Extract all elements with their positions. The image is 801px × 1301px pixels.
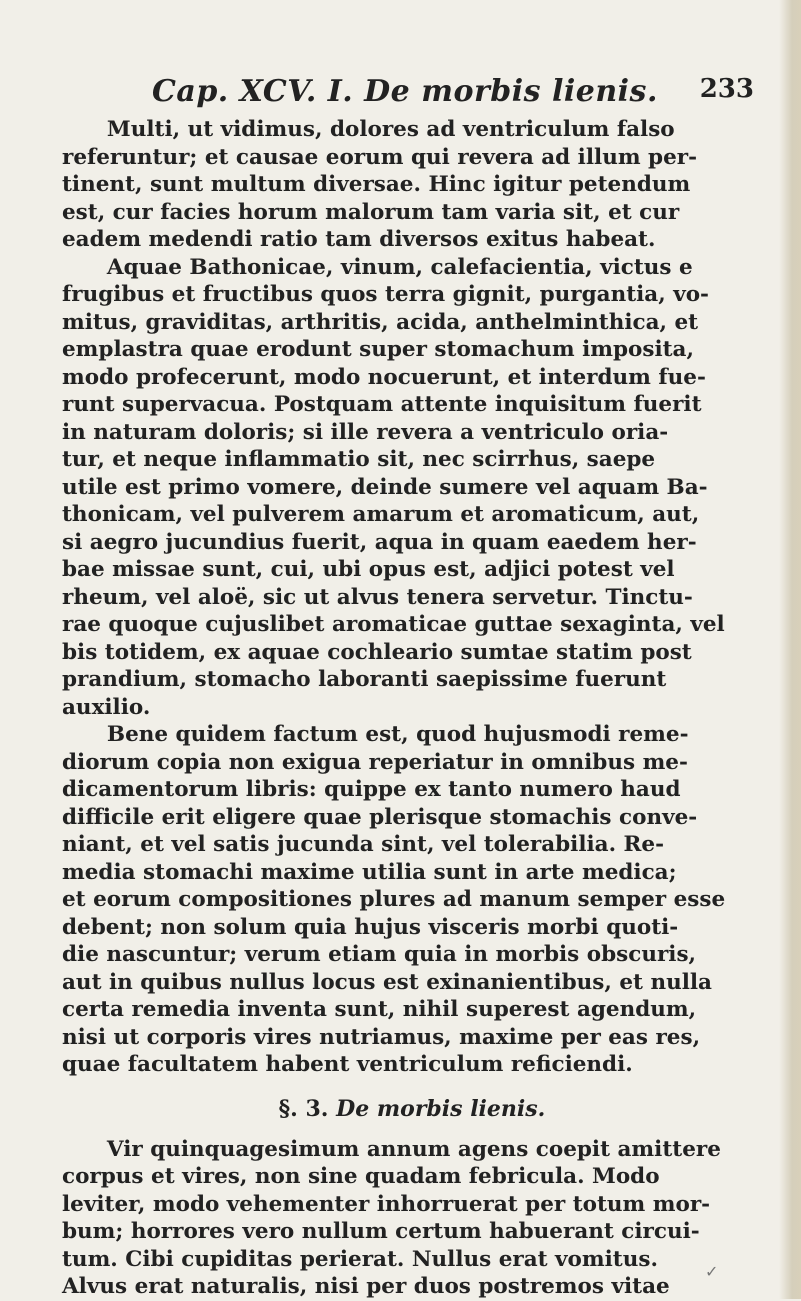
text-line: in naturam doloris; si ille revera a ventriculo oria- <box>62 419 669 445</box>
text-line: Vir quinquagesimum annum agens coepit amittere <box>62 1136 721 1162</box>
text-line: tinent, sunt multum diversae. Hinc igitur petendum <box>62 172 691 197</box>
paragraph-1 <box>62 116 762 254</box>
page-number: 233 <box>699 74 754 104</box>
running-title: Cap. XCV. I. De morbis lienis. <box>152 74 658 109</box>
text-line: runt supervacua. Postquam attente inquisitum fuerit <box>62 392 702 417</box>
text-line: Alvus erat naturalis, nisi per duos postremos vitae <box>62 1274 670 1299</box>
text-line: media stomachi maxime utilia sunt in arte medica; <box>62 859 677 885</box>
text-line: Bene quidem factum est, quod hujusmodi reme- <box>62 722 689 747</box>
text-line: frugibus et fructibus quos terra gignit, purgantia, vo- <box>62 282 709 307</box>
page-edge-shadow <box>779 0 801 1299</box>
text-line: quae facultatem habent ventriculum reficiendi. <box>62 1052 633 1077</box>
text-line: corpus et vires, non sine quadam febricula. Modo <box>62 1164 660 1189</box>
text-line: debent; non solum quia hujus visceris morbi quoti- <box>62 914 679 940</box>
text-line: referuntur; et causae eorum qui revera ad illum per- <box>62 144 698 170</box>
text-line: Aquae Bathonicae, vinum, calefacientia, victus e <box>62 254 693 280</box>
text-line: diorum copia non exigua reperiatur in omnibus me- <box>62 749 688 775</box>
section-number: §. 3. <box>278 1095 329 1122</box>
text-line: tur, et neque inflammatio sit, nec scirrhus, saepe <box>62 447 656 472</box>
text-line: emplastra quae erodunt super stomachum imposita, <box>62 337 694 362</box>
text-line: est, cur facies horum malorum tam varia sit, et cur <box>62 199 680 225</box>
text-line: bis totidem, ex aquae cochleario sumtae statim post <box>62 639 692 665</box>
text-line: modo profecerunt, modo nocuerunt, et interdum fue- <box>62 364 706 390</box>
book-page <box>62 74 762 1301</box>
paragraph-3 <box>62 721 762 1079</box>
text-line: difficile erit eligere quae plerisque stomachis conve- <box>62 804 698 830</box>
text-line: dicamentorum libris: quippe ex tanto numero haud <box>62 777 681 802</box>
text-line: rae quoque cujuslibet aromaticae guttae sexaginta, vel <box>62 612 725 637</box>
text-line: leviter, modo vehementer inhorruerat per totum mor- <box>62 1191 711 1217</box>
text-line: aut in quibus nullus locus est exinanientibus, et nulla <box>62 969 712 995</box>
text-line: niant, et vel satis jucunda sint, vel tolerabilia. Re- <box>62 832 665 857</box>
text-line: mitus, graviditas, arthritis, acida, anthelminthica, et <box>62 309 699 335</box>
text-line: bae missae sunt, cui, ubi opus est, adjici potest vel <box>62 557 675 582</box>
text-line: bum; horrores vero nullum certum habuerant circui- <box>62 1219 700 1244</box>
text-line: rheum, vel aloë, sic ut alvus tenera servetur. Tinctu- <box>62 584 693 610</box>
section-heading <box>62 1096 762 1122</box>
text-line: nisi ut corporis vires nutriamus, maxime per eas res, <box>62 1024 701 1050</box>
text-line: prandium, stomacho laboranti saepissime fuerunt <box>62 667 667 692</box>
text-line: die nascuntur; verum etiam quia in morbis obscuris, <box>62 942 697 967</box>
text-line: si aegro jucundius fuerit, aqua in quam eaedem her- <box>62 529 697 555</box>
text-line: utile est primo vomere, deinde sumere vel aquam Ba- <box>62 474 708 500</box>
section-title: De morbis lienis. <box>336 1095 546 1122</box>
paragraph-2 <box>62 254 762 722</box>
text-line: thonicam, vel pulverem amarum et aromaticum, aut, <box>62 502 700 527</box>
text-line: et eorum compositiones plures ad manum semper esse <box>62 887 726 912</box>
text-line: eadem medendi ratio tam diversos exitus habeat. <box>62 227 656 252</box>
text-line: certa remedia inventa sunt, nihil superest agendum, <box>62 997 697 1022</box>
page-body <box>62 116 762 1301</box>
pencil-mark-icon: ✓ <box>705 1262 719 1281</box>
page-header <box>62 74 762 116</box>
text-line: auxilio. <box>62 694 151 720</box>
text-line: tum. Cibi cupiditas perierat. Nullus erat vomitus. <box>62 1246 658 1272</box>
paragraph-4 <box>62 1136 762 1301</box>
text-line: Multi, ut vidimus, dolores ad ventriculum falso <box>62 117 675 142</box>
